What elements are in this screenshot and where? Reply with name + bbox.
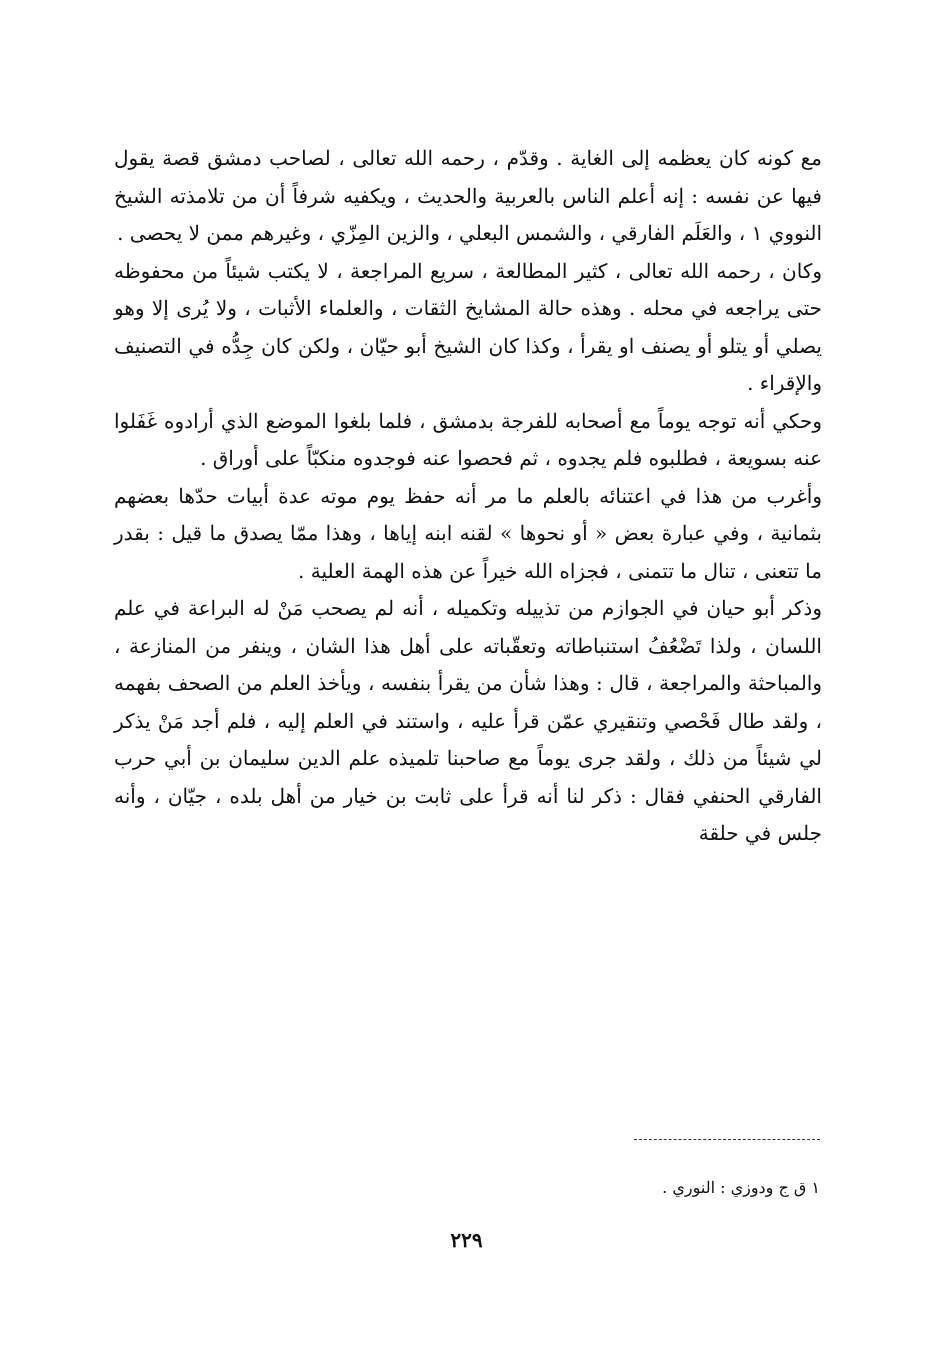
paragraph-5: وذكر أبو حيان في الجوازم من تذييله وتكميله ، أنه لم يصحب مَنْ له البراعة في علم اللسان ، ولذا تَضْعُفُ استنباطاته وتعقّباته على أهل هذا الشان ، وينفر من المنازعة ، والمباحثة والمراجعة ، قال : وهذا شأن من يقرأ بنفسه ، ويأخذ العلم من الصحف بفهمه ، ولقد طال فَحْصي وتنقيري عمّن قرأ عليه ، واستند في العلم إليه ، فلم أجد مَنْ يذكر لي شيئاً من ذلك ، ولقد جرى يوماً مع صاحبنا تلميذه علم الدين سليمان بن أبي حرب الفارقي الحنفي فقال : ذكر لنا أنه قرأ على ثابت بن خيار من أهل بلده ، جيّان ، وأنه جلس في حلقة <box>114 596 822 845</box>
footnote-divider <box>634 1139 820 1140</box>
paragraph-1: مع كونه كان يعظمه إلى الغاية . وقدّم ، رحمه الله تعالى ، لصاحب دمشق قصة يقول فيها عن نفسه : إنه أعلم الناس بالعربية والحديث ، ويكفيه شرفاً أن من تلامذته الشيخ النووي ١ ، والعَلَم الفارقي ، والشمس البعلي ، والزين المِزّي ، وغيرهم ممن لا يحصى . <box>114 146 822 245</box>
paragraph-2: وكان ، رحمه الله تعالى ، كثير المطالعة ، سريع المراجعة ، لا يكتب شيئاً من محفوظه حتى يراجعه في محله . وهذه حالة المشايخ الثقات ، والعلماء الأثبات ، ولا يُرى إلا وهو يصلي أو يتلو أو يصنف او يقرأ ، وكذا كان الشيخ أبو حيّان ، ولكن كان جِدُّه في التصنيف والإقراء . <box>114 258 822 395</box>
page-number: ٢٢٩ <box>450 1228 483 1252</box>
paragraph-4: وأغرب من هذا في اعتنائه بالعلم ما مر أنه حفظ يوم موته عدة أبيات حدّها بعضهم بثمانية ، وفي عبارة بعض « أو نحوها » لقنه ابنه إياها ، وهذا ممّا يصدق ما قيل : بقدر ما تتعنى ، تنال ما تتمنى ، فجزاه الله خيراً عن هذه الهمة العلية . <box>114 483 822 583</box>
page-body <box>114 140 822 853</box>
footnote: ١ ق ج ودوزي : النوري . <box>662 1178 820 1197</box>
paragraph-3: وحكي أنه توجه يوماً مع أصحابه للفرجة بدمشق ، فلما بلغوا الموضع الذي أرادوه غَفَلوا عنه بسويعة ، فطلبوه فلم يجدوه ، ثم فحصوا عنه فوجدوه منكبّاً على أوراق . <box>114 408 822 470</box>
